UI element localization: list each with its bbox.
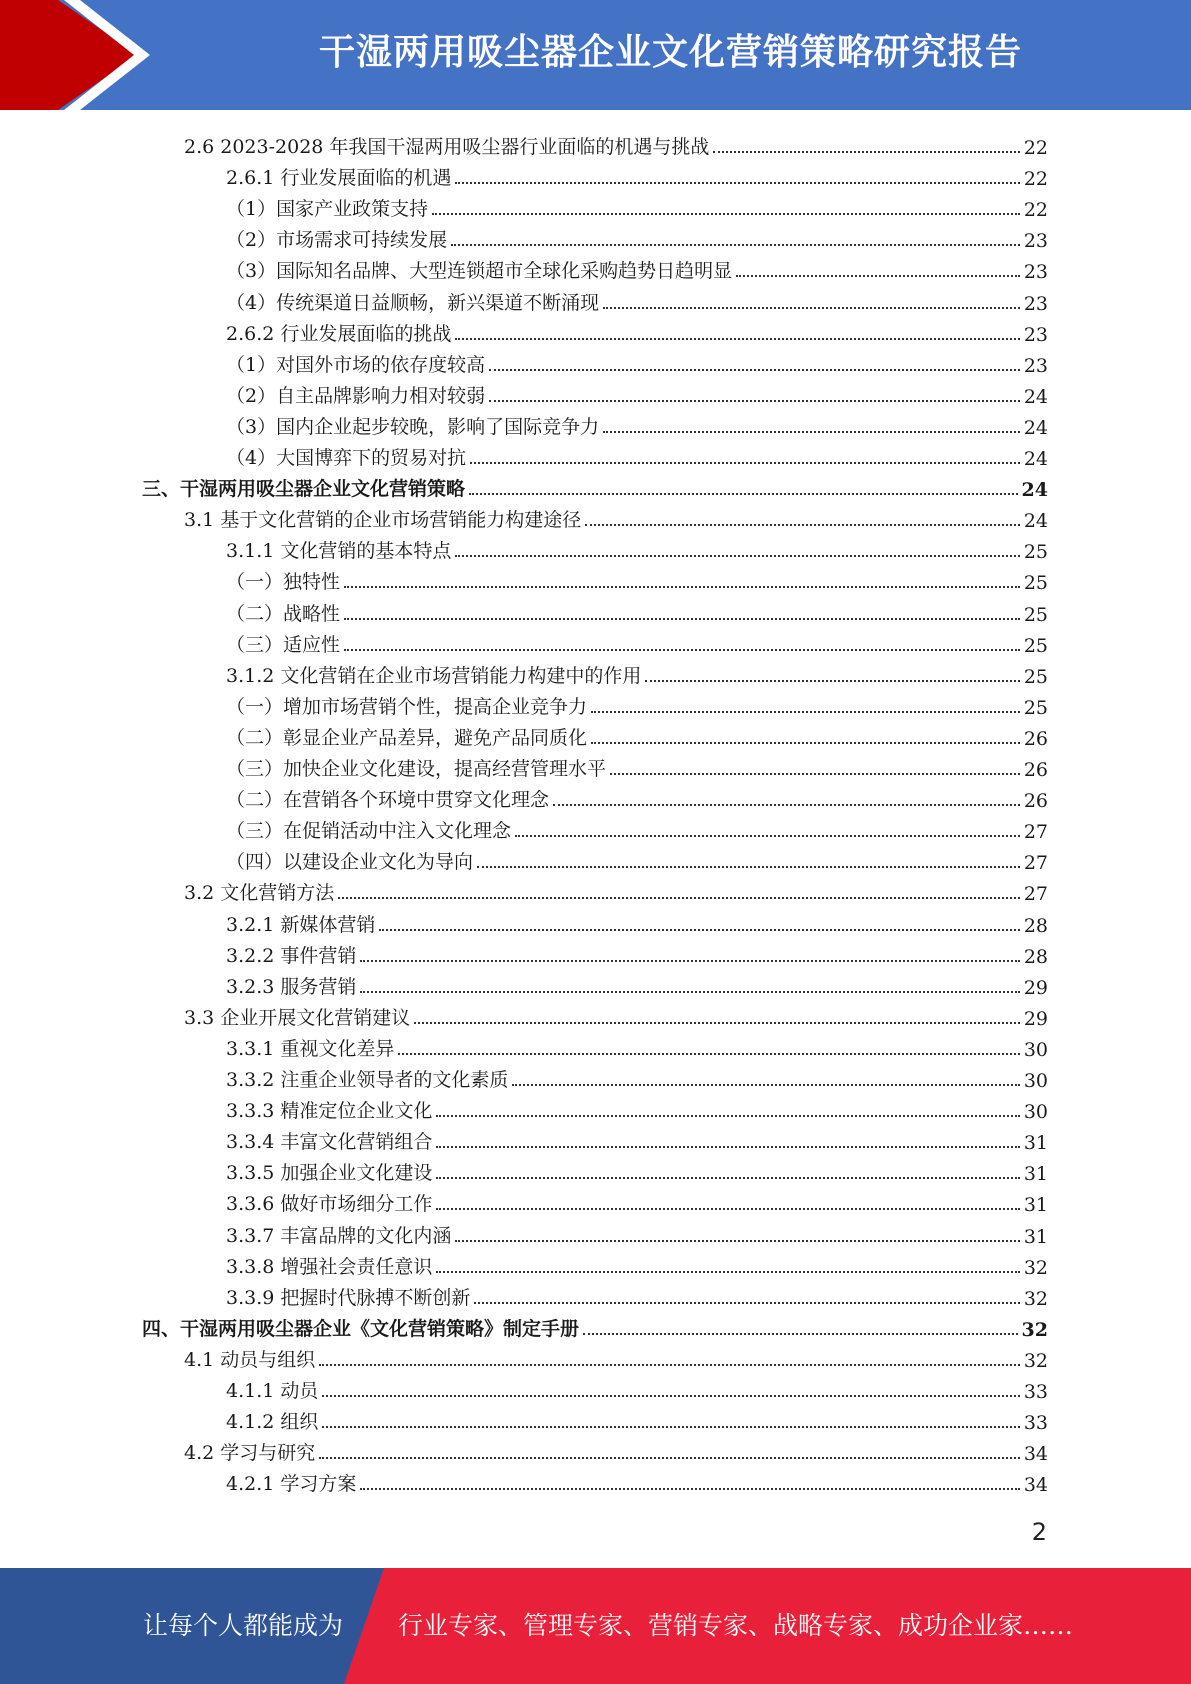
toc-leader-dots — [344, 649, 1020, 651]
toc-leader-dots — [645, 680, 1019, 682]
toc-leader-dots — [489, 369, 1020, 371]
toc-entry-title: 2.6.2 行业发展面临的挑战 — [226, 322, 452, 345]
toc-entry-title: 3.3.5 加强企业文化建设 — [226, 1162, 433, 1185]
toc-entry-title: （三）加快企业文化建设，提高经营管理水平 — [226, 758, 607, 780]
toc-entry[interactable] — [226, 750, 1048, 781]
toc-entry-page: 30 — [1023, 1101, 1048, 1124]
toc-entry-title: （三）适应性 — [226, 633, 341, 656]
toc-leader-dots — [344, 618, 1020, 620]
toc-entry[interactable] — [226, 1465, 1048, 1496]
toc-entry-title: 3.3.7 丰富品牌的文化内涵 — [226, 1224, 452, 1247]
toc-entry[interactable] — [226, 1403, 1048, 1434]
toc-entry-title: 3.3 企业开展文化营销建议 — [184, 1006, 411, 1029]
page-footer — [0, 1568, 1191, 1684]
toc-entry[interactable] — [226, 781, 1048, 812]
toc-entry-page: 25 — [1023, 541, 1048, 564]
toc-leader-dots — [591, 711, 1020, 713]
toc-entry[interactable] — [226, 221, 1048, 252]
toc-entry-title: 4.1 动员与组织 — [184, 1348, 316, 1371]
toc-entry-page: 25 — [1023, 603, 1048, 626]
toc-entry-page: 24 — [1021, 479, 1048, 502]
toc-leader-dots — [319, 1364, 1020, 1366]
toc-entry-page: 31 — [1023, 1132, 1048, 1155]
footer-slogan-right: 行业专家、管理专家、营销专家、战略专家、成功企业家…… — [398, 1611, 1074, 1640]
toc-entry[interactable] — [226, 1061, 1048, 1092]
toc-leader-dots — [398, 1053, 1019, 1055]
toc-entry-page: 31 — [1023, 1194, 1048, 1217]
toc-entry-title: （4）传统渠道日益顺畅，新兴渠道不断涌现 — [226, 291, 600, 314]
toc-leader-dots — [414, 1022, 1020, 1024]
toc-entry[interactable] — [226, 315, 1048, 346]
toc-entry[interactable] — [226, 159, 1048, 190]
toc-entry[interactable] — [142, 470, 1048, 501]
toc-leader-dots — [436, 1146, 1019, 1148]
toc-entry[interactable] — [226, 1217, 1048, 1248]
toc-entry-page: 24 — [1023, 510, 1048, 533]
toc-entry-title: 3.3.9 把握时代脉搏不断创新 — [226, 1286, 471, 1309]
toc-entry[interactable] — [226, 937, 1048, 968]
toc-leader-dots — [736, 275, 1020, 277]
toc-entry-title: 3.3.6 做好市场细分工作 — [226, 1193, 433, 1216]
toc-leader-dots — [455, 182, 1019, 184]
toc-leader-dots — [469, 493, 1018, 495]
toc-entry-page: 32 — [1023, 1287, 1048, 1310]
toc-entry[interactable] — [184, 128, 1048, 159]
toc-entry-page: 31 — [1023, 1163, 1048, 1186]
toc-entry-page: 27 — [1023, 883, 1048, 906]
toc-entry-page: 23 — [1023, 230, 1048, 253]
toc-leader-dots — [553, 804, 1020, 806]
toc-entry-page: 33 — [1023, 1381, 1048, 1403]
toc-entry-page: 33 — [1023, 1412, 1048, 1435]
toc-entry-title: （3）国内企业起步较晚，影响了国际竞争力 — [226, 415, 600, 438]
toc-entry-title: 3.3.4 丰富文化营销组合 — [226, 1131, 433, 1154]
toc-entry-title: （三）在促销活动中注入文化理念 — [226, 820, 512, 843]
toc-entry-title: （3）国际知名品牌、大型连锁超市全球化采购趋势日趋明显 — [226, 260, 733, 283]
toc-entry-title: （4）大国博弈下的贸易对抗 — [226, 447, 467, 469]
toc-leader-dots — [344, 586, 1020, 588]
toc-entry-title: 3.1.2 文化营销在企业市场营销能力构建中的作用 — [226, 664, 642, 687]
toc-entry[interactable] — [226, 626, 1048, 657]
toc-leader-dots — [585, 524, 1020, 526]
toc-leader-dots — [455, 338, 1019, 340]
toc-entry-page: 32 — [1023, 1256, 1048, 1279]
toc-entry-page: 25 — [1023, 696, 1048, 719]
toc-entry[interactable] — [226, 563, 1048, 594]
toc-entry-title: 四、干湿两用吸尘器企业《文化营销策略》制定手册 — [142, 1317, 580, 1340]
toc-entry-title: （1）对国外市场的依存度较高 — [226, 353, 486, 376]
toc-leader-dots — [489, 400, 1020, 402]
toc-entry-page: 23 — [1023, 292, 1048, 315]
toc-leader-dots — [436, 1208, 1019, 1210]
toc-entry-page: 32 — [1023, 1349, 1048, 1372]
toc-leader-dots — [379, 929, 1019, 931]
toc-leader-dots — [436, 1115, 1019, 1117]
header-arrow-logo — [0, 0, 160, 110]
toc-leader-dots — [515, 835, 1020, 837]
toc-entry-title: 3.3.3 精准定位企业文化 — [226, 1100, 433, 1123]
toc-entry[interactable] — [226, 906, 1048, 937]
toc-leader-dots — [436, 1271, 1019, 1273]
toc-entry[interactable] — [226, 346, 1048, 377]
page-header — [0, 0, 1191, 110]
toc-entry-title: （1）国家产业政策支持 — [226, 198, 429, 221]
toc-entry[interactable] — [226, 377, 1048, 408]
toc-leader-dots — [591, 742, 1020, 744]
toc-entry-page: 28 — [1023, 914, 1048, 937]
toc-entry-title: 3.2.2 事件营销 — [226, 944, 357, 967]
toc-leader-dots — [474, 1302, 1019, 1304]
toc-entry-title: 4.2.1 学习方案 — [226, 1473, 357, 1496]
toc-leader-dots — [583, 1333, 1018, 1335]
toc-entry[interactable] — [226, 657, 1048, 688]
toc-leader-dots — [436, 1177, 1019, 1179]
toc-entry-page: 30 — [1023, 1038, 1048, 1061]
toc-entry-page: 34 — [1023, 1474, 1048, 1497]
toc-entry[interactable] — [226, 1185, 1048, 1216]
toc-entry-page: 26 — [1023, 759, 1048, 781]
toc-entry-title: （二）在营销各个环境中贯穿文化理念 — [226, 789, 550, 812]
toc-entry[interactable] — [184, 874, 1048, 905]
toc-entry-page: 26 — [1023, 727, 1048, 750]
toc-entry-page: 24 — [1023, 385, 1048, 408]
footer-slogan-left: 让每个人都能成为 — [143, 1611, 344, 1640]
toc-leader-dots — [512, 1084, 1019, 1086]
toc-entry[interactable] — [184, 999, 1048, 1030]
toc-entry-page: 24 — [1023, 416, 1048, 439]
toc-entry-title: （2）市场需求可持续发展 — [226, 229, 448, 252]
toc-entry-page: 30 — [1023, 1070, 1048, 1092]
toc-entry-page: 28 — [1023, 945, 1048, 968]
toc-entry-page: 31 — [1023, 1225, 1048, 1248]
toc-entry[interactable] — [226, 1092, 1048, 1123]
toc-entry[interactable] — [226, 1030, 1048, 1061]
toc-entry-title: 3.2.1 新媒体营销 — [226, 913, 376, 936]
toc-entry[interactable] — [226, 812, 1048, 843]
toc-leader-dots — [360, 1488, 1019, 1490]
toc-entry[interactable] — [226, 719, 1048, 750]
toc-entry-title: （一）独特性 — [226, 571, 341, 594]
toc-entry-title: 3.1 基于文化营销的企业市场营销能力构建途径 — [184, 509, 582, 532]
toc-entry[interactable] — [226, 190, 1048, 221]
toc-entry-title: 4.1.1 动员 — [226, 1380, 319, 1402]
toc-entry-page: 25 — [1023, 665, 1048, 688]
toc-leader-dots — [603, 307, 1020, 309]
toc-entry-title: （2）自主品牌影响力相对较弱 — [226, 384, 486, 407]
toc-leader-dots — [470, 462, 1020, 464]
toc-entry[interactable] — [226, 532, 1048, 563]
toc-entry[interactable] — [226, 408, 1048, 439]
toc-entry-title: 2.6.1 行业发展面临的机遇 — [226, 167, 452, 190]
toc-entry-title: （二）战略性 — [226, 602, 341, 625]
toc-entry[interactable] — [142, 1310, 1048, 1341]
toc-entry[interactable] — [226, 968, 1048, 999]
toc-entry-page: 25 — [1023, 572, 1048, 595]
toc-leader-dots — [432, 213, 1020, 215]
toc-entry-title: 4.2 学习与研究 — [184, 1442, 316, 1465]
toc-entry-page: 23 — [1023, 323, 1048, 346]
toc-entry[interactable] — [226, 1279, 1048, 1310]
toc-entry-title: 3.3.1 重视文化差异 — [226, 1037, 395, 1060]
toc-entry[interactable] — [226, 1154, 1048, 1185]
toc-leader-dots — [713, 151, 1019, 153]
toc-entry-page: 27 — [1023, 821, 1048, 844]
toc-entry[interactable] — [226, 595, 1048, 626]
toc-entry-title: 3.1.1 文化营销的基本特点 — [226, 540, 452, 563]
toc-entry-page: 22 — [1023, 199, 1048, 222]
toc-leader-dots — [360, 991, 1019, 993]
toc-entry-title: （一）增加市场营销个性，提高企业竞争力 — [226, 695, 588, 718]
toc-leader-dots — [451, 244, 1020, 246]
toc-entry-page: 34 — [1023, 1443, 1048, 1466]
toc-entry[interactable] — [226, 439, 1048, 470]
toc-entry-title: 4.1.2 组织 — [226, 1411, 319, 1434]
toc-leader-dots — [338, 897, 1020, 899]
toc-entry-page: 32 — [1021, 1318, 1048, 1341]
toc-entry-title: 3.3.8 增强社会责任意识 — [226, 1255, 433, 1278]
toc-leader-dots — [322, 1426, 1019, 1428]
toc-entry-title: 3.2 文化营销方法 — [184, 882, 335, 905]
toc-entry[interactable] — [226, 284, 1048, 315]
toc-entry-page: 23 — [1023, 261, 1048, 284]
toc-entry-page: 27 — [1023, 852, 1048, 875]
toc-entry[interactable] — [226, 1248, 1048, 1279]
toc-entry-title: （四）以建设企业文化为导向 — [226, 851, 474, 874]
toc-entry-title: 2.6 2023-2028 年我国干湿两用吸尘器行业面临的机遇与挑战 — [184, 136, 710, 158]
toc-entry[interactable] — [226, 688, 1048, 719]
toc-leader-dots — [360, 960, 1019, 962]
toc-entry[interactable] — [226, 1123, 1048, 1154]
page-number: 2 — [1031, 1518, 1047, 1546]
toc-leader-dots — [455, 1240, 1019, 1242]
toc-entry-page: 23 — [1023, 354, 1048, 377]
toc-entry-page: 29 — [1023, 1007, 1048, 1030]
toc-entry-title: （二）彰显企业产品差异，避免产品同质化 — [226, 726, 588, 749]
toc-entry-page: 25 — [1023, 634, 1048, 657]
toc-leader-dots — [477, 866, 1020, 868]
toc-entry-title: 3.3.2 注重企业领导者的文化素质 — [226, 1069, 509, 1091]
toc-entry[interactable] — [184, 1341, 1048, 1372]
toc-leader-dots — [610, 773, 1020, 775]
toc-entry-page: 22 — [1023, 168, 1048, 191]
toc-entry-page: 26 — [1023, 790, 1048, 813]
report-title: 干湿两用吸尘器企业文化营销策略研究报告 — [318, 32, 1022, 73]
toc-entry[interactable] — [226, 252, 1048, 283]
toc-entry-page: 22 — [1023, 137, 1048, 159]
toc-leader-dots — [319, 1457, 1020, 1459]
toc-leader-dots — [455, 555, 1019, 557]
toc-entry[interactable] — [226, 843, 1048, 874]
toc-leader-dots — [603, 431, 1020, 433]
toc-entry-page: 24 — [1023, 448, 1048, 470]
toc-entry[interactable] — [184, 501, 1048, 532]
toc-entry[interactable] — [184, 1434, 1048, 1465]
toc-entry-title: 三、干湿两用吸尘器企业文化营销策略 — [142, 478, 466, 501]
toc-entry-page: 29 — [1023, 976, 1048, 999]
toc-entry-title: 3.2.3 服务营销 — [226, 975, 357, 998]
toc-entry[interactable] — [226, 1372, 1048, 1403]
toc-leader-dots — [322, 1395, 1019, 1397]
